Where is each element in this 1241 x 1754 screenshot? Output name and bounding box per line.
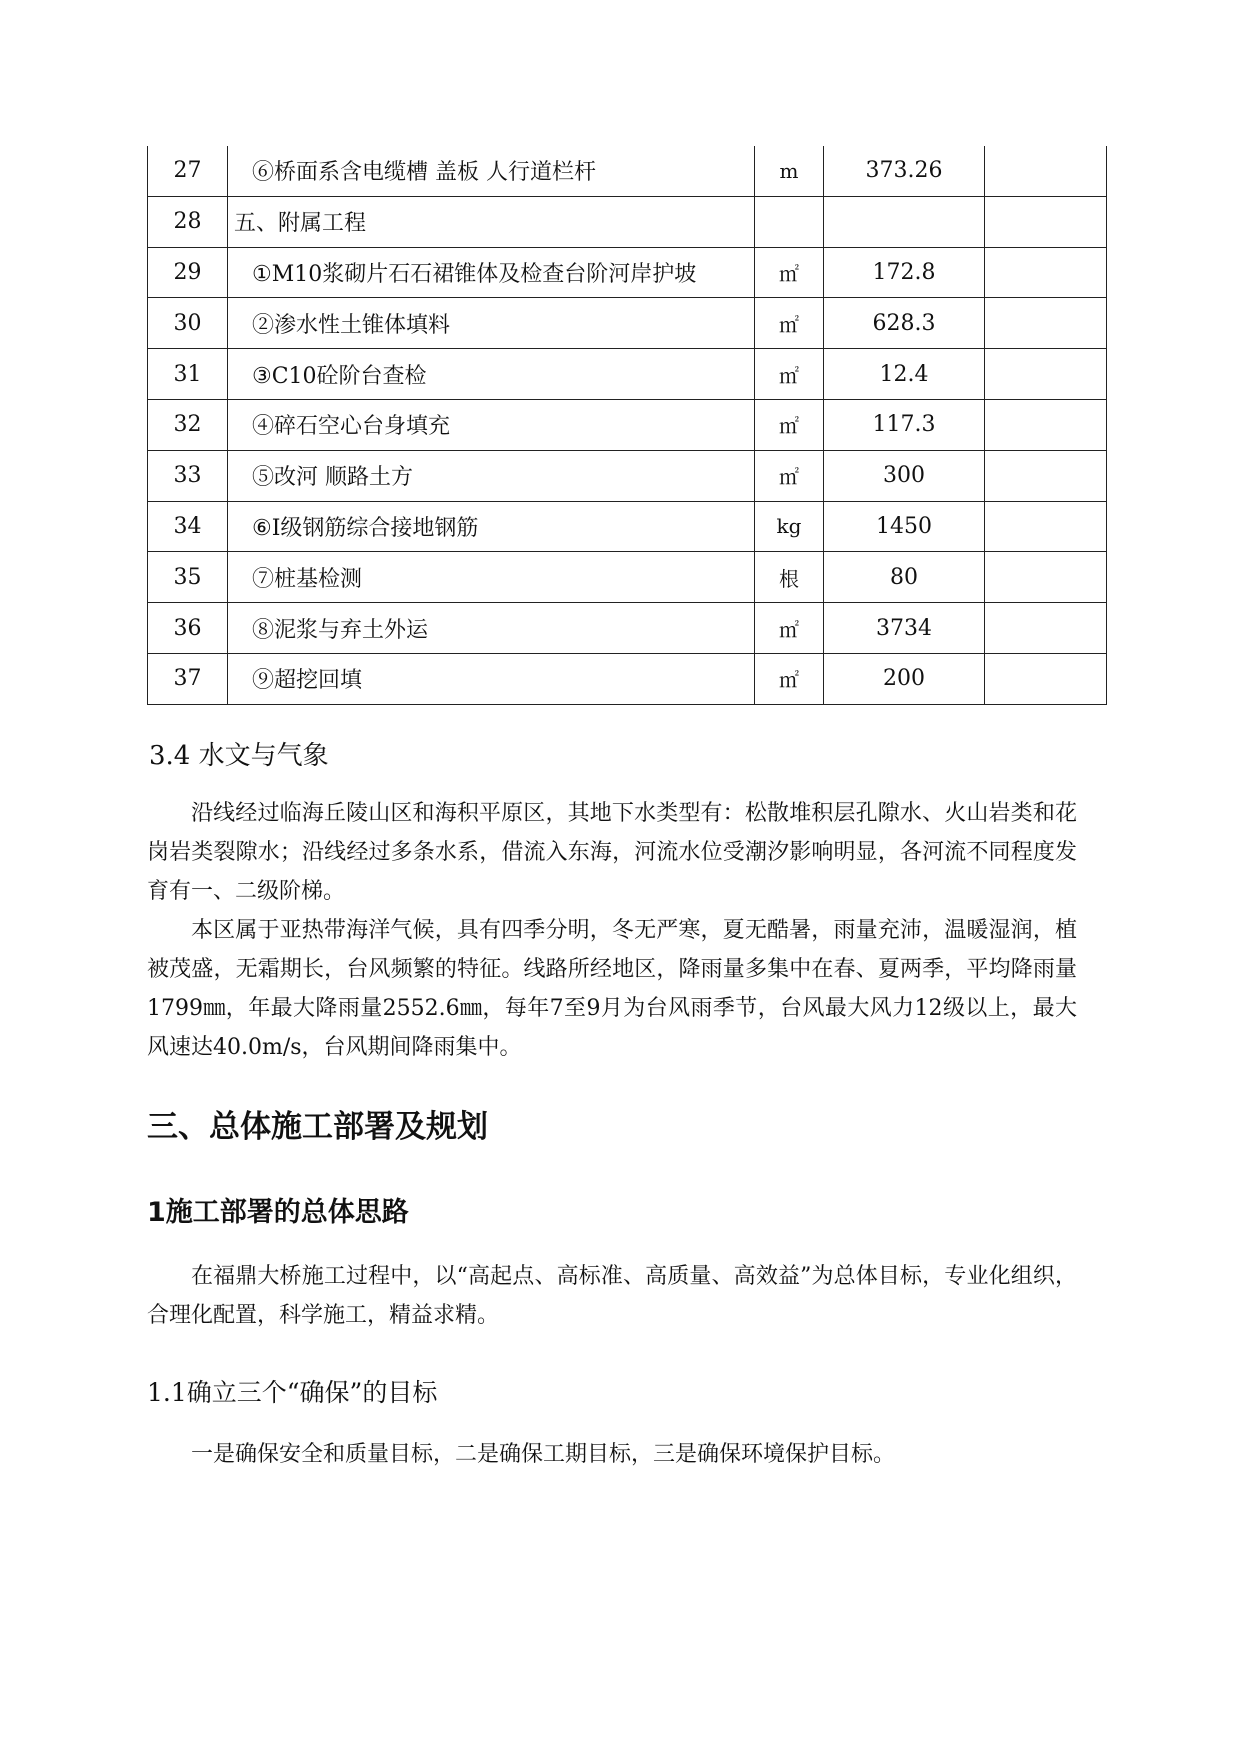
section-heading-3-4: 3.4 水文与气象 [149, 740, 329, 771]
table-row [148, 196, 1107, 247]
table-row [148, 146, 1107, 196]
item-name-cell: ③C10砼阶台查检 [228, 349, 755, 400]
row-number-cell: 34 [148, 501, 228, 552]
unit-cell: ㎡ [755, 247, 824, 298]
quantity-cell: 628.3 [824, 298, 985, 349]
item-name-cell: ⑥Ⅰ级钢筋综合接地钢筋 [228, 501, 755, 552]
unit-cell: ㎡ [755, 349, 824, 400]
quantity-cell: 373.26 [824, 146, 985, 196]
quantity-cell: 117.3 [824, 399, 985, 450]
quantity-cell: 12.4 [824, 349, 985, 400]
document-page [147, 146, 1077, 1474]
quantity-cell: 1450 [824, 501, 985, 552]
table-row [148, 399, 1107, 450]
table-row [148, 450, 1107, 501]
table-row [148, 603, 1107, 654]
table-row [148, 501, 1107, 552]
unit-cell: m [755, 146, 824, 196]
quantity-cell: 172.8 [824, 247, 985, 298]
remark-cell [985, 501, 1107, 552]
unit-cell: ㎡ [755, 603, 824, 654]
chapter-heading: 三、总体施工部署及规划 [147, 1108, 488, 1145]
row-number-cell: 35 [148, 552, 228, 603]
item-name-cell: ④碎石空心台身填充 [228, 399, 755, 450]
table-row [148, 349, 1107, 400]
table-row [148, 552, 1107, 603]
approach-paragraph: 在福鼎大桥施工过程中，以“高起点、高标准、高质量、高效益”为总体目标，专业化组织，合理化配置，科学施工，精益求精。 [147, 1263, 1077, 1328]
quantity-cell: 200 [824, 653, 985, 704]
item-name-cell: ⑦桩基检测 [228, 552, 755, 603]
item-name-cell: ②渗水性土锥体填料 [228, 298, 755, 349]
item-name-cell: 五、附属工程 [228, 196, 755, 247]
row-number-cell: 33 [148, 450, 228, 501]
unit-cell: kg [755, 501, 824, 552]
unit-cell: ㎡ [755, 653, 824, 704]
remark-cell [985, 298, 1107, 349]
quantity-cell: 80 [824, 552, 985, 603]
row-number-cell: 28 [148, 196, 228, 247]
unit-cell: 根 [755, 552, 824, 603]
unit-cell: ㎡ [755, 399, 824, 450]
quantity-cell [824, 196, 985, 247]
item-name-cell: ⑧泥浆与弃土外运 [228, 603, 755, 654]
remark-cell [985, 349, 1107, 400]
remark-cell [985, 450, 1107, 501]
hydrology-paragraph: 沿线经过临海丘陵山区和海积平原区，其地下水类型有：松散堆积层孔隙水、火山岩类和花岗岩类裂隙水；沿线经过多条水系，借流入东海，河流水位受潮汐影响明显，各河流不同程度发育有一、二级阶梯。 [147, 800, 1077, 904]
row-number-cell: 29 [148, 247, 228, 298]
quantity-cell: 300 [824, 450, 985, 501]
item-name-cell: ⑥桥面系含电缆槽 盖板 人行道栏杆 [228, 146, 755, 196]
quantity-table [147, 146, 1107, 705]
unit-cell [755, 196, 824, 247]
row-number-cell: 37 [148, 653, 228, 704]
section-heading-1: 1施工部署的总体思路 [147, 1196, 409, 1228]
table-row [148, 298, 1107, 349]
remark-cell [985, 653, 1107, 704]
unit-cell: ㎡ [755, 298, 824, 349]
remark-cell [985, 196, 1107, 247]
remark-cell [985, 247, 1107, 298]
item-name-cell: ⑤改河 顺路土方 [228, 450, 755, 501]
remark-cell [985, 146, 1107, 196]
row-number-cell: 31 [148, 349, 228, 400]
item-name-cell: ⑨超挖回填 [228, 653, 755, 704]
table-row [148, 653, 1107, 704]
remark-cell [985, 399, 1107, 450]
row-number-cell: 30 [148, 298, 228, 349]
row-number-cell: 36 [148, 603, 228, 654]
quantity-table-body [148, 146, 1107, 704]
table-row [148, 247, 1107, 298]
row-number-cell: 27 [148, 146, 228, 196]
quantity-cell: 3734 [824, 603, 985, 654]
climate-paragraph: 本区属于亚热带海洋气候，具有四季分明，冬无严寒，夏无酷暑，雨量充沛，温暖湿润，植被茂盛，无霜期长，台风频繁的特征。线路所经地区，降雨量多集中在春、夏两季，平均降雨量1799㎜，年最大降雨量2552.6㎜，每年7至9月为台风雨季节，台风最大风力12级以上，最大风速达40.0m/s，台风期间降雨集中。 [147, 917, 1077, 1060]
remark-cell [985, 603, 1107, 654]
remark-cell [985, 552, 1107, 603]
item-name-cell: ①M10浆砌片石石裙锥体及检查台阶河岸护坡 [228, 247, 755, 298]
goals-paragraph: 一是确保安全和质量目标，二是确保工期目标，三是确保环境保护目标。 [191, 1441, 896, 1467]
unit-cell: ㎡ [755, 450, 824, 501]
section-heading-1-1: 1.1确立三个“确保”的目标 [147, 1377, 438, 1407]
row-number-cell: 32 [148, 399, 228, 450]
